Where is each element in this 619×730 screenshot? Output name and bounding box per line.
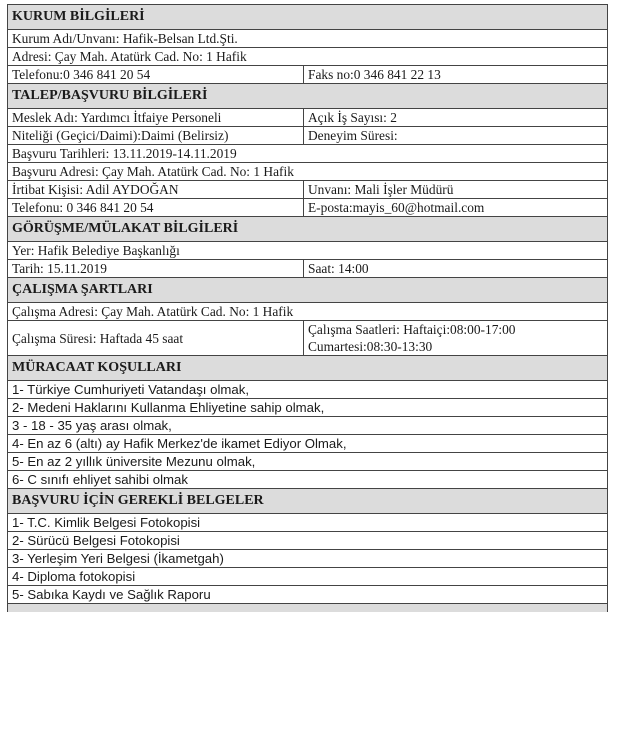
row-nitelik	[8, 127, 607, 145]
belge-item-3: 3- Yerleşim Yeri Belgesi (İkametgah)	[12, 551, 224, 566]
section-kurum	[7, 4, 608, 612]
talep-eposta: E-posta:mayis_60@hotmail.com	[308, 200, 485, 215]
belge-item-2: 2- Sürücü Belgesi Fotokopisi	[12, 533, 180, 548]
row-calisma-sure	[8, 321, 607, 356]
list-item	[8, 381, 607, 399]
section-title-gorusme: GÖRÜŞME/MÜLAKAT BİLGİLERİ	[8, 217, 607, 242]
row-calisma-adres	[8, 303, 607, 321]
belge-item-5: 5- Sabıka Kaydı ve Sağlık Raporu	[12, 587, 211, 602]
row-kurum-iletisim	[8, 66, 607, 84]
talep-telefon: Telefonu: 0 346 841 20 54	[8, 199, 304, 216]
talep-acik-is: Açık İş Sayısı: 2	[308, 110, 397, 125]
list-item	[8, 453, 607, 471]
muracaat-item-4: 4- En az 6 (altı) ay Hafik Merkez'de ikamet Ediyor Olmak,	[12, 436, 347, 451]
row-kurum-adres	[8, 48, 607, 66]
talep-adres: Başvuru Adresi: Çay Mah. Atatürk Cad. No: 1 Hafik	[12, 164, 294, 179]
list-item	[8, 568, 607, 586]
row-tarihler	[8, 145, 607, 163]
list-item	[8, 532, 607, 550]
talep-irtibat: İrtibat Kişisi: Adil AYDOĞAN	[8, 181, 304, 198]
list-item	[8, 550, 607, 568]
calisma-sure: Çalışma Süresi: Haftada 45 saat	[8, 321, 304, 355]
row-kurum-adi	[8, 30, 607, 48]
muracaat-item-1: 1- Türkiye Cumhuriyeti Vatandaşı olmak,	[12, 382, 249, 397]
table-footer-band	[8, 604, 607, 612]
talep-tarihler: Başvuru Tarihleri: 13.11.2019-14.11.2019	[12, 146, 237, 161]
calisma-adres: Çalışma Adresi: Çay Mah. Atatürk Cad. No: 1 Hafik	[12, 304, 294, 319]
belge-item-4: 4- Diploma fotokopisi	[12, 569, 136, 584]
gorusme-saat: Saat: 14:00	[308, 261, 369, 276]
row-yer	[8, 242, 607, 260]
kurum-telefon: Telefonu:0 346 841 20 54	[8, 66, 304, 83]
list-item	[8, 514, 607, 532]
row-meslek	[8, 109, 607, 127]
list-item	[8, 435, 607, 453]
talep-niteligi: Niteliği (Geçici/Daimi):Daimi (Belirsiz)	[8, 127, 304, 144]
gorusme-yer: Yer: Hafik Belediye Başkanlığı	[12, 243, 180, 258]
calisma-saatler-haftaici: Çalışma Saatleri: Haftaiçi:08:00-17:00	[308, 322, 516, 337]
row-talep-iletisim	[8, 199, 607, 217]
list-item	[8, 471, 607, 489]
row-tarih-saat	[8, 260, 607, 278]
talep-deneyim: Deneyim Süresi:	[308, 128, 398, 143]
talep-meslek: Meslek Adı: Yardımcı İtfaiye Personeli	[8, 109, 304, 126]
form-page	[7, 4, 608, 612]
list-item	[8, 399, 607, 417]
calisma-saatler-cumartesi: Cumartesi:08:30-13:30	[308, 339, 433, 354]
row-basvuru-adres	[8, 163, 607, 181]
talep-unvani: Unvanı: Mali İşler Müdürü	[308, 182, 454, 197]
muracaat-item-2: 2- Medeni Haklarını Kullanma Ehliyetine sahip olmak,	[12, 400, 325, 415]
muracaat-item-6: 6- C sınıfı ehliyet sahibi olmak	[12, 472, 188, 487]
list-item	[8, 417, 607, 435]
muracaat-item-3: 3 - 18 - 35 yaş arası olmak,	[12, 418, 172, 433]
gorusme-tarih: Tarih: 15.11.2019	[8, 260, 304, 277]
kurum-faks: Faks no:0 346 841 22 13	[308, 67, 441, 82]
section-title-muracaat: MÜRACAAT KOŞULLARI	[8, 356, 607, 381]
kurum-adi: Kurum Adı/Unvanı: Hafik-Belsan Ltd.Şti.	[12, 31, 238, 46]
section-title-belgeler: BAŞVURU İÇİN GEREKLİ BELGELER	[8, 489, 607, 514]
calisma-saatler	[304, 321, 607, 355]
section-title-talep: TALEP/BAŞVURU BİLGİLERİ	[8, 84, 607, 109]
kurum-adres: Adresi: Çay Mah. Atatürk Cad. No: 1 Hafik	[12, 49, 247, 64]
list-item	[8, 586, 607, 604]
section-title-calisma: ÇALIŞMA ŞARTLARI	[8, 278, 607, 303]
muracaat-item-5: 5- En az 2 yıllık üniversite Mezunu olmak,	[12, 454, 256, 469]
belge-item-1: 1- T.C. Kimlik Belgesi Fotokopisi	[12, 515, 201, 530]
section-title-kurum: KURUM BİLGİLERİ	[8, 5, 607, 30]
row-irtibat	[8, 181, 607, 199]
